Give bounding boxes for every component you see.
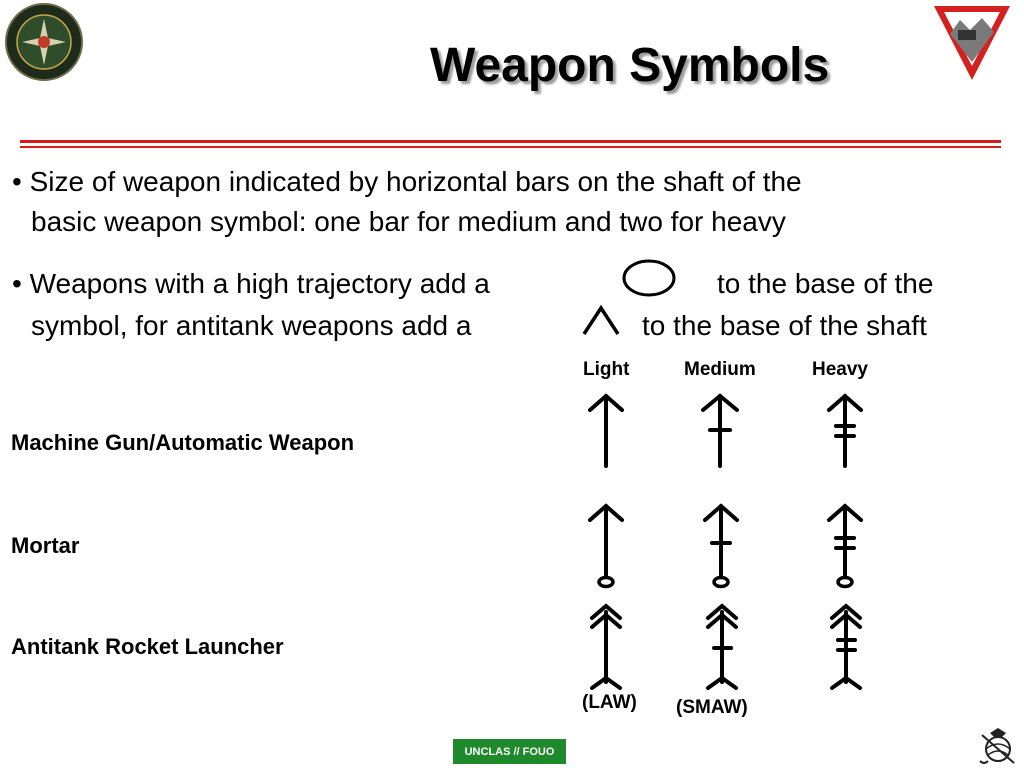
- machine-gun-light-symbol: [590, 396, 622, 466]
- antitank-heavy-symbol: [832, 606, 860, 688]
- classification-badge: UNCLAS // FOUO: [453, 739, 566, 764]
- mortar-heavy-symbol: [829, 506, 861, 587]
- bullet-1-line-1: • Size of weapon indicated by horizontal bars on the shaft of the: [12, 166, 802, 197]
- row-label-mortar: Mortar: [11, 533, 80, 558]
- mortar-light-symbol: [590, 506, 622, 587]
- column-header-light: Light: [583, 359, 630, 380]
- row-label-machine-gun: Machine Gun/Automatic Weapon: [11, 430, 355, 455]
- bullet-2-line-2-end: to the base of the shaft: [642, 310, 927, 341]
- bullet-2-line-2-start: symbol, for antitank weapons add a: [31, 310, 472, 341]
- bullet-1-line-2: basic weapon symbol: one bar for medium and two for heavy: [31, 206, 786, 237]
- column-header-heavy: Heavy: [812, 359, 868, 380]
- antitank-medium-symbol: [708, 606, 736, 688]
- column-header-medium: Medium: [684, 359, 756, 380]
- machine-gun-heavy-symbol: [829, 396, 861, 466]
- row-label-antitank: Antitank Rocket Launcher: [11, 634, 284, 659]
- antitank-light-symbol: [592, 606, 620, 688]
- caption-smaw: (SMAW): [676, 697, 748, 718]
- bullet-2-line-1-end: to the base of the: [717, 268, 934, 299]
- eagle-globe-anchor-emblem-icon: [976, 725, 1020, 765]
- page-title: Weapon Symbols: [430, 39, 830, 92]
- machine-gun-medium-symbol: [703, 396, 737, 466]
- bullet-2-line-1-start: • Weapons with a high trajectory add a: [12, 268, 490, 299]
- caption-law: (LAW): [582, 692, 637, 713]
- mortar-medium-symbol: [705, 506, 737, 587]
